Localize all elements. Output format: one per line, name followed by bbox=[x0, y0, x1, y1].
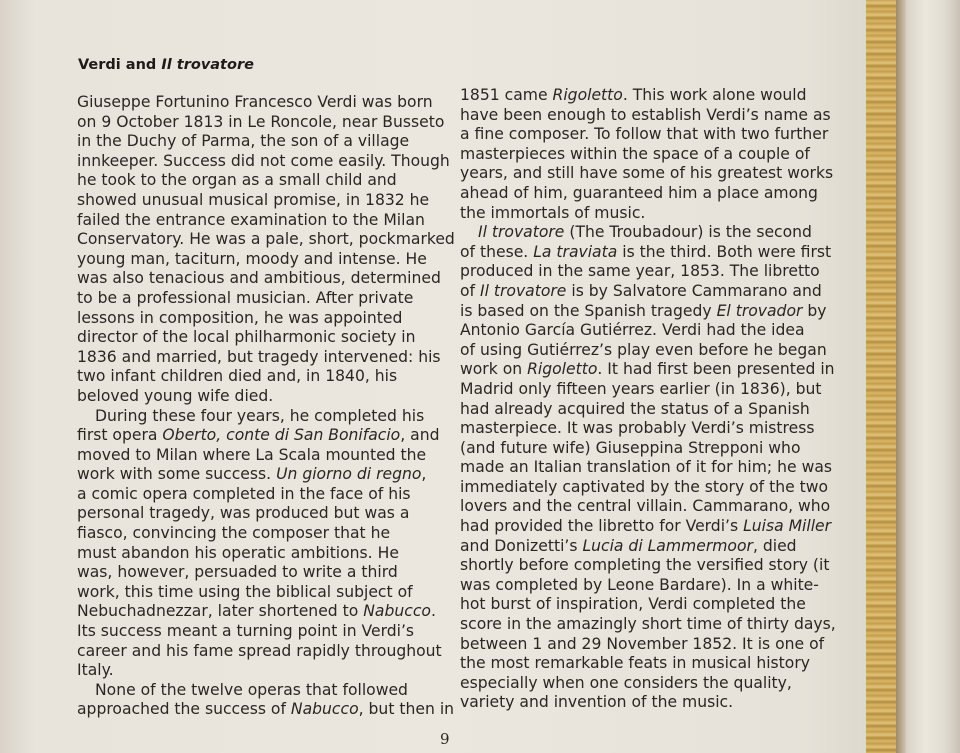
text-line bbox=[77, 230, 455, 250]
text-line bbox=[77, 524, 437, 544]
text-run: must abandon his operatic ambitions. He bbox=[77, 543, 399, 562]
text-line bbox=[460, 674, 830, 694]
text-line bbox=[77, 583, 437, 603]
text-line bbox=[460, 537, 830, 557]
text-line bbox=[460, 106, 830, 126]
text-line bbox=[460, 478, 830, 498]
text-run: director of the local philharmonic society in bbox=[77, 328, 416, 347]
text-line bbox=[460, 262, 830, 282]
text-line bbox=[77, 191, 437, 211]
text-run: in the Duchy of Parma, the son of a village bbox=[77, 132, 410, 151]
text-run: of bbox=[460, 281, 480, 300]
text-line bbox=[77, 211, 437, 231]
text-line bbox=[77, 112, 445, 133]
text-run: young man, taciturn, moody and intense. He bbox=[77, 249, 427, 268]
text-run: masterpieces within the space of a couple of bbox=[460, 144, 810, 163]
text-run: 1836 and married, but tragedy intervened: his bbox=[77, 347, 441, 366]
text-line bbox=[77, 602, 437, 622]
section-heading bbox=[78, 57, 254, 73]
text-run: and Donizetti’s bbox=[460, 536, 583, 555]
text-run: was also tenacious and ambitious, determined bbox=[77, 269, 441, 288]
text-line bbox=[460, 693, 830, 713]
text-run: . This work alone would bbox=[622, 86, 807, 104]
italic-title: Luisa Miller bbox=[743, 517, 832, 536]
text-run: between 1 and 29 November 1852. It is one of bbox=[460, 634, 825, 653]
italic-title: Nabucco bbox=[290, 700, 359, 719]
text-line bbox=[77, 93, 437, 113]
text-run: approached the success of bbox=[77, 700, 291, 719]
text-line bbox=[77, 446, 437, 466]
text-run: a fine composer. To follow that with two further bbox=[460, 125, 829, 144]
text-line bbox=[460, 497, 830, 517]
text-line bbox=[460, 380, 830, 400]
text-run: had provided the libretto for Verdi’s bbox=[460, 517, 744, 536]
text-line bbox=[460, 302, 830, 322]
text-run: Giuseppe Fortunino Francesco Verdi was born bbox=[77, 93, 433, 111]
text-run: is by Salvatore Cammarano and bbox=[566, 281, 822, 300]
text-line bbox=[460, 576, 830, 596]
text-line bbox=[460, 595, 830, 615]
text-run: work on bbox=[460, 360, 528, 379]
booklet-cover-edge bbox=[906, 0, 960, 753]
text-run: , but then in bbox=[358, 700, 455, 719]
text-line bbox=[77, 309, 437, 329]
text-run: shortly before completing the versified story (it bbox=[460, 556, 830, 575]
page-edge-shadow bbox=[896, 0, 906, 753]
text-line bbox=[77, 132, 437, 152]
left-text-column bbox=[77, 93, 455, 720]
heading-prefix: Verdi and bbox=[78, 57, 162, 73]
text-run: was completed by Leone Bardare). In a white- bbox=[460, 575, 819, 594]
italic-title: Un giorno di regno bbox=[276, 465, 422, 484]
text-run: showed unusual musical promise, in 1832 he bbox=[77, 190, 430, 209]
text-run: variety and invention of the music. bbox=[460, 693, 734, 712]
text-line bbox=[460, 615, 836, 635]
text-line bbox=[460, 145, 830, 165]
text-run: the most remarkable feats in musical history bbox=[460, 654, 810, 673]
text-run: was, however, persuaded to write a third bbox=[77, 563, 398, 582]
text-line bbox=[77, 151, 450, 172]
text-run: moved to Milan where La Scala mounted the bbox=[77, 445, 427, 464]
text-run: (The Troubadour) is the second bbox=[564, 223, 812, 242]
text-line bbox=[77, 485, 437, 505]
text-run: had already acquired the status of a Spanish bbox=[460, 399, 810, 418]
text-run: , died bbox=[752, 536, 797, 555]
text-run: on 9 October 1813 in Le Roncole, near Busseto bbox=[77, 112, 445, 131]
italic-title: Lucia di Lammermoor bbox=[582, 536, 753, 555]
text-line bbox=[460, 458, 830, 478]
text-run: of using Gutiérrez’s play even before he began bbox=[460, 340, 827, 359]
text-line bbox=[77, 367, 437, 387]
text-run: masterpiece. It was probably Verdi’s mistress bbox=[460, 419, 815, 438]
text-run: work with some success. bbox=[77, 465, 277, 484]
text-line bbox=[460, 341, 830, 361]
text-run: (and future wife) Giuseppina Strepponi who bbox=[460, 438, 801, 457]
text-line bbox=[77, 426, 440, 446]
text-line bbox=[77, 250, 437, 270]
text-run: is based on the Spanish tragedy bbox=[460, 301, 717, 320]
text-run: None of the twelve operas that followed bbox=[95, 680, 408, 699]
text-run: 1851 came bbox=[460, 86, 553, 104]
text-run: Its success meant a turning point in Verdi’s bbox=[77, 622, 415, 641]
text-line bbox=[460, 439, 830, 459]
text-run: is the third. Both were first bbox=[617, 242, 832, 261]
text-run: . bbox=[430, 602, 436, 621]
italic-title: La traviata bbox=[533, 242, 618, 261]
text-run: , bbox=[421, 465, 427, 484]
italic-title: Il trovatore bbox=[480, 281, 567, 300]
text-run: Madrid only fifteen years earlier (in 1836), but bbox=[460, 379, 822, 398]
text-line bbox=[77, 544, 437, 564]
text-run: innkeeper. Success did not come easily. Though bbox=[77, 151, 450, 170]
text-line bbox=[460, 86, 830, 106]
text-run: produced in the same year, 1853. The libretto bbox=[460, 262, 820, 281]
text-run: Conservatory. He was a pale, short, pockmarked bbox=[77, 230, 455, 249]
text-line bbox=[77, 289, 437, 309]
text-line bbox=[77, 622, 437, 642]
text-line bbox=[77, 171, 437, 191]
text-line bbox=[77, 465, 437, 485]
text-run: Antonio García Gutiérrez. Verdi had the idea bbox=[460, 321, 805, 340]
text-line bbox=[460, 360, 835, 380]
text-run: Italy. bbox=[77, 661, 114, 680]
text-run: two infant children died and, in 1840, his bbox=[77, 367, 398, 386]
text-run: hot burst of inspiration, Verdi completed the bbox=[460, 595, 806, 614]
italic-title: Rigoletto bbox=[552, 86, 623, 104]
page-number: 9 bbox=[440, 730, 450, 748]
heading-emphasis: Il trovatore bbox=[161, 57, 254, 73]
italic-title: El trovador bbox=[716, 301, 803, 320]
text-run: by bbox=[802, 301, 827, 320]
right-text-column bbox=[460, 86, 836, 713]
text-run: he took to the organ as a small child and bbox=[77, 171, 397, 190]
text-run: especially when one considers the quality, bbox=[460, 673, 792, 692]
text-run: made an Italian translation of it for him; he was bbox=[460, 458, 832, 477]
text-line bbox=[77, 387, 437, 407]
italic-title: Rigoletto bbox=[527, 360, 598, 379]
text-line bbox=[460, 400, 830, 420]
text-line bbox=[77, 269, 441, 289]
text-run: , and bbox=[400, 426, 440, 445]
text-run: a comic opera completed in the face of his bbox=[77, 484, 411, 503]
text-line bbox=[460, 164, 834, 184]
text-line bbox=[77, 563, 437, 583]
text-line bbox=[77, 504, 437, 524]
text-run: Nebuchadnezzar, later shortened to bbox=[77, 602, 364, 621]
text-line bbox=[77, 641, 442, 662]
text-line bbox=[460, 125, 830, 145]
text-line bbox=[460, 556, 830, 576]
italic-title: Oberto, conte di San Bonifacio bbox=[162, 426, 401, 445]
text-run: the immortals of music. bbox=[460, 203, 646, 222]
text-line bbox=[77, 661, 437, 681]
text-run: . It had first been presented in bbox=[597, 360, 835, 379]
text-run: beloved young wife died. bbox=[77, 386, 274, 405]
text-line bbox=[460, 243, 830, 263]
text-line bbox=[460, 654, 830, 674]
text-run: work, this time using the biblical subject of bbox=[77, 582, 413, 601]
text-run: of these. bbox=[460, 242, 534, 261]
text-run: to be a professional musician. After private bbox=[77, 288, 414, 307]
text-run: first opera bbox=[77, 426, 163, 445]
text-line bbox=[77, 347, 441, 368]
text-line bbox=[460, 184, 830, 204]
text-line bbox=[77, 407, 437, 427]
text-line bbox=[460, 419, 830, 439]
text-run: failed the entrance examination to the Milan bbox=[77, 210, 425, 229]
text-run: lovers and the central villain. Cammarano, who bbox=[460, 497, 831, 516]
text-run: immediately captivated by the story of the two bbox=[460, 477, 829, 496]
italic-title: Nabucco bbox=[363, 602, 431, 621]
text-line bbox=[77, 681, 437, 701]
text-line bbox=[460, 282, 830, 302]
text-line bbox=[460, 517, 830, 537]
text-line bbox=[77, 328, 437, 348]
text-run: fiasco, convincing the composer that he bbox=[77, 524, 391, 543]
text-run: personal tragedy, was produced but was a bbox=[77, 504, 410, 523]
text-run: lessons in composition, he was appointed bbox=[77, 308, 403, 327]
text-line bbox=[460, 204, 830, 224]
text-run: career and his fame spread rapidly throughout bbox=[77, 641, 442, 660]
text-line bbox=[77, 700, 455, 720]
gilded-page-edge bbox=[866, 0, 896, 753]
text-run: have been enough to establish Verdi’s name as bbox=[460, 105, 831, 124]
text-line bbox=[460, 321, 830, 341]
text-run: score in the amazingly short time of thirty days, bbox=[460, 615, 836, 634]
text-run: During these four years, he completed his bbox=[95, 406, 425, 425]
text-line bbox=[460, 223, 830, 243]
text-run: ahead of him, guaranteed him a place among bbox=[460, 183, 818, 202]
text-run: years, and still have some of his greatest works bbox=[460, 164, 834, 183]
text-line bbox=[460, 635, 830, 655]
italic-title: Il trovatore bbox=[478, 223, 565, 242]
